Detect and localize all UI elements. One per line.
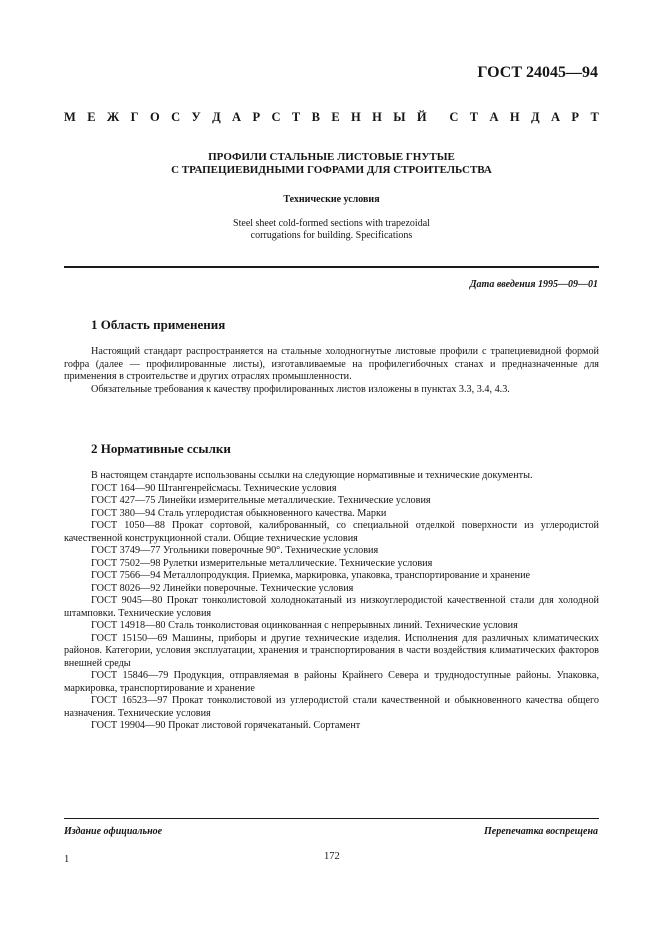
banner-letter: Г (130, 110, 139, 124)
banner-letter: Р (571, 110, 580, 124)
reference-item: ГОСТ 7566—94 Металлопродукция. Приемка, маркировка, упаковка, транспортирование и хранение (91, 570, 531, 581)
reference-item: ГОСТ 427—75 Линейки измерительные металлические. Технические условия (91, 495, 431, 506)
banner-letter: Д (212, 110, 221, 124)
banner-letter: Ы (393, 110, 406, 124)
banner-letter: Н (351, 110, 361, 124)
section-heading-scope: 1 Область применения (91, 317, 226, 332)
reference-item: ГОСТ 15846—79 Продукция, отправляемая в районы Крайнего Севера и труднодоступные районы. Упаковка, маркировка, транспортирование и хранение (64, 670, 599, 694)
english-title-line: corrugations for building. Specifications (250, 230, 413, 241)
banner-letter: У (191, 110, 201, 124)
banner-letter: Е (87, 110, 96, 124)
banner-letter: С (171, 110, 181, 124)
section-scope-body (64, 346, 599, 396)
standard-number: ГОСТ 24045—94 (477, 64, 598, 81)
banner-letter: Д (531, 110, 540, 124)
paragraph: Настоящий стандарт распространяется на стальные холодногнутые листовые профили с трапециевидной формой гофра (далее — профилированные листы), изготавливаемые на профилегибочных станах и предназначенные для применения в строительстве и других отраслях промышленности. (64, 346, 599, 382)
title-line: ПРОФИЛИ СТАЛЬНЫЕ ЛИСТОВЫЕ ГНУТЫЕ (208, 151, 455, 163)
official-edition-label: Издание официальное (64, 826, 163, 837)
reference-item: ГОСТ 16523—97 Прокат тонколистовой из углеродистой стали качественной и обыкновенного качества общего назначения. Технические условия (64, 695, 599, 719)
reference-item: ГОСТ 7502—98 Рулетки измерительные металлические. Технические условия (91, 557, 433, 569)
banner-letter: Й (416, 110, 427, 124)
title-line: С ТРАПЕЦИЕВИДНЫМИ ГОФРАМИ ДЛЯ СТРОИТЕЛЬСТВА (171, 164, 492, 176)
banner-letter: Р (252, 110, 261, 124)
banner-letter: С (449, 110, 459, 124)
banner-letter: О (149, 110, 160, 124)
banner-letter: А (551, 110, 561, 124)
references-list (64, 470, 599, 733)
banner-letter: М (64, 110, 76, 124)
banner-letter: Ж (106, 110, 120, 124)
reference-item: ГОСТ 9045—80 Прокат тонколистовой холоднокатаный из низкоуглеродистой качественной стали для холодной штамповки. Технические условия (64, 595, 599, 619)
reference-item: ГОСТ 1050—88 Прокат сортовой, калиброванный, со специальной отделкой поверхности из углеродистой качественной конструкционной стали. Общие технические условия (64, 520, 599, 544)
footer-divider (64, 818, 599, 819)
banner-letter: Н (509, 110, 520, 124)
banner-letter: Е (331, 110, 340, 124)
reference-item: ГОСТ 15150—69 Машины, приборы и другие технические изделия. Исполнения для различных климатических районов. Категории, условия эксплуатации, хранения и транспортирования в части воздействия климатических факторов внешней среды (64, 632, 599, 669)
header-divider (64, 266, 599, 268)
english-title (64, 218, 599, 242)
reference-item: ГОСТ 380—94 Сталь углеродистая обыкновенного качества. Марки (91, 507, 387, 519)
banner-letter: Т (590, 110, 599, 124)
reference-item: ГОСТ 3749—77 Угольники поверочные 90°. Технические условия (91, 545, 379, 556)
banner-letter: А (232, 110, 242, 124)
banner-letter: Т (291, 110, 301, 124)
document-subtitle: Технические условия (283, 194, 380, 205)
paragraph: Обязательные требования к качеству профилированных листов изложены в пунктах 3.3, 3.4, 4.3. (91, 383, 510, 395)
reference-item: ГОСТ 164—90 Штангенрейсмасы. Технические условия (91, 482, 337, 494)
reprint-prohibited-label: Перепечатка воспрещена (484, 826, 598, 837)
first-page-marker: 1 (64, 854, 70, 865)
banner-letter: В (311, 110, 320, 124)
references-intro: В настоящем стандарте использованы ссылки на следующие нормативные и технические документы. (91, 470, 533, 481)
introduction-date: Дата введения 1995—09—01 (469, 279, 598, 290)
interstate-standard-banner (64, 110, 599, 125)
banner-letter: Т (469, 110, 479, 124)
document-title (64, 151, 599, 177)
banner-letter: А (489, 110, 499, 124)
reference-item: ГОСТ 8026—92 Линейки поверочные. Технические условия (91, 582, 354, 594)
banner-letter: Н (372, 110, 382, 124)
page-number: 172 (324, 851, 340, 862)
reference-item: ГОСТ 14918—80 Сталь тонколистовая оцинкованная с непрерывных линий. Технические условия (91, 620, 518, 631)
reference-item: ГОСТ 19904—90 Прокат листовой горячекатаный. Сортамент (91, 720, 361, 731)
section-heading-references: 2 Нормативные ссылки (91, 441, 231, 456)
english-title-line: Steel sheet cold-formed sections with trapezoidal (233, 218, 430, 229)
banner-letter: С (271, 110, 281, 124)
